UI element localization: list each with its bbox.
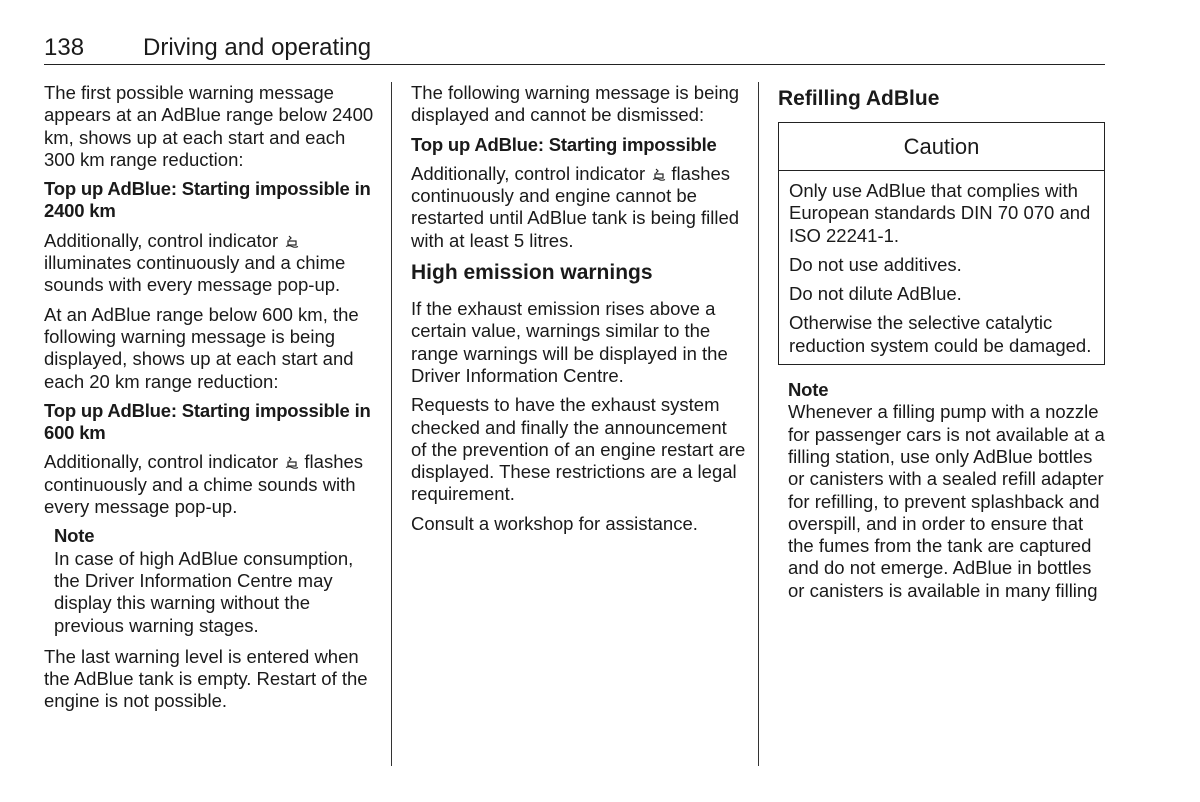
text-span: Additionally, control indicator bbox=[44, 451, 279, 473]
text-span: flashes continuously and a chime sounds with every message pop-up. bbox=[44, 451, 364, 518]
caution-text: Otherwise the selective catalytic reduction system could be damaged. bbox=[789, 312, 1092, 356]
paragraph: Requests to have the exhaust system checked and finally the announcement of the prevention of an engine restart are displayed. These restrictions are a legal requirement. bbox=[411, 394, 746, 505]
paragraph bbox=[44, 451, 380, 518]
text-span: Additionally, control indicator bbox=[44, 229, 279, 251]
note-text: Whenever a filling pump with a nozzle for passenger cars is not available at a filling station, use only AdBlue bottles or canisters with a sealed refill adapter for refilling, to prevent splashback and overspill, and in order to ensure that the fumes from the tank are captured and do not emerge. AdBlue in bottles or canisters is available in many filling bbox=[788, 401, 1105, 601]
column-divider bbox=[391, 82, 392, 766]
caution-text: Do not use additives. bbox=[789, 253, 962, 275]
paragraph: Consult a workshop for assistance. bbox=[411, 512, 698, 534]
note-block bbox=[788, 379, 1105, 602]
text-span: flashes continuously and engine cannot be restarted until AdBlue tank is being filled with at least 5 litres. bbox=[411, 162, 740, 251]
caution-title: Caution bbox=[779, 123, 1104, 171]
note-text: In case of high AdBlue consumption, the Driver Information Centre may display this warning without the previous warning stages. bbox=[54, 547, 354, 636]
column-divider bbox=[758, 82, 759, 766]
adblue-indicator-icon bbox=[652, 167, 666, 181]
adblue-indicator-icon bbox=[285, 234, 299, 248]
adblue-indicator-icon bbox=[285, 455, 299, 469]
paragraph: The first possible warning message appears at an AdBlue range below 2400 km, shows up at each start and each 300 km range reduction: bbox=[44, 82, 374, 170]
paragraph: The last warning level is entered when the AdBlue tank is empty. Restart of the engine is not possible. bbox=[44, 645, 368, 712]
column-2 bbox=[411, 82, 747, 542]
page-title: Driving and operating bbox=[143, 34, 372, 61]
caution-text: Do not dilute AdBlue. bbox=[789, 283, 962, 305]
page-number: 138 bbox=[44, 34, 85, 61]
note-block bbox=[54, 525, 380, 636]
caution-body bbox=[779, 171, 1104, 357]
column-1 bbox=[44, 82, 380, 720]
warning-message: Top up AdBlue: Starting impossible bbox=[411, 133, 717, 155]
section-heading: Refilling AdBlue bbox=[778, 87, 940, 110]
caution-box bbox=[778, 122, 1105, 365]
note-label: Note bbox=[54, 525, 95, 547]
page-header bbox=[44, 34, 1105, 65]
warning-message: Top up AdBlue: Starting impossible in 2400 km bbox=[44, 178, 371, 222]
paragraph bbox=[44, 230, 380, 297]
paragraph: At an AdBlue range below 600 km, the following warning message is being displayed, shows up at each start and each 20 km range reduction: bbox=[44, 303, 359, 392]
paragraph: The following warning message is being displayed and cannot be dismissed: bbox=[411, 82, 740, 126]
column-3 bbox=[778, 82, 1105, 611]
text-span: Additionally, control indicator bbox=[411, 162, 646, 184]
text-span: illuminates continuously and a chime sounds with every message pop-up. bbox=[44, 252, 346, 296]
section-heading: High emission warnings bbox=[411, 261, 653, 285]
warning-message: Top up AdBlue: Starting impossible in 600 km bbox=[44, 399, 371, 444]
caution-text: Only use AdBlue that complies with European standards DIN 70 070 and ISO 22241-1. bbox=[789, 180, 1091, 246]
paragraph bbox=[411, 163, 747, 252]
note-label: Note bbox=[788, 379, 829, 401]
paragraph: If the exhaust emission rises above a certain value, warnings similar to the range warnings will be displayed in the Driver Information Centre. bbox=[411, 298, 728, 386]
